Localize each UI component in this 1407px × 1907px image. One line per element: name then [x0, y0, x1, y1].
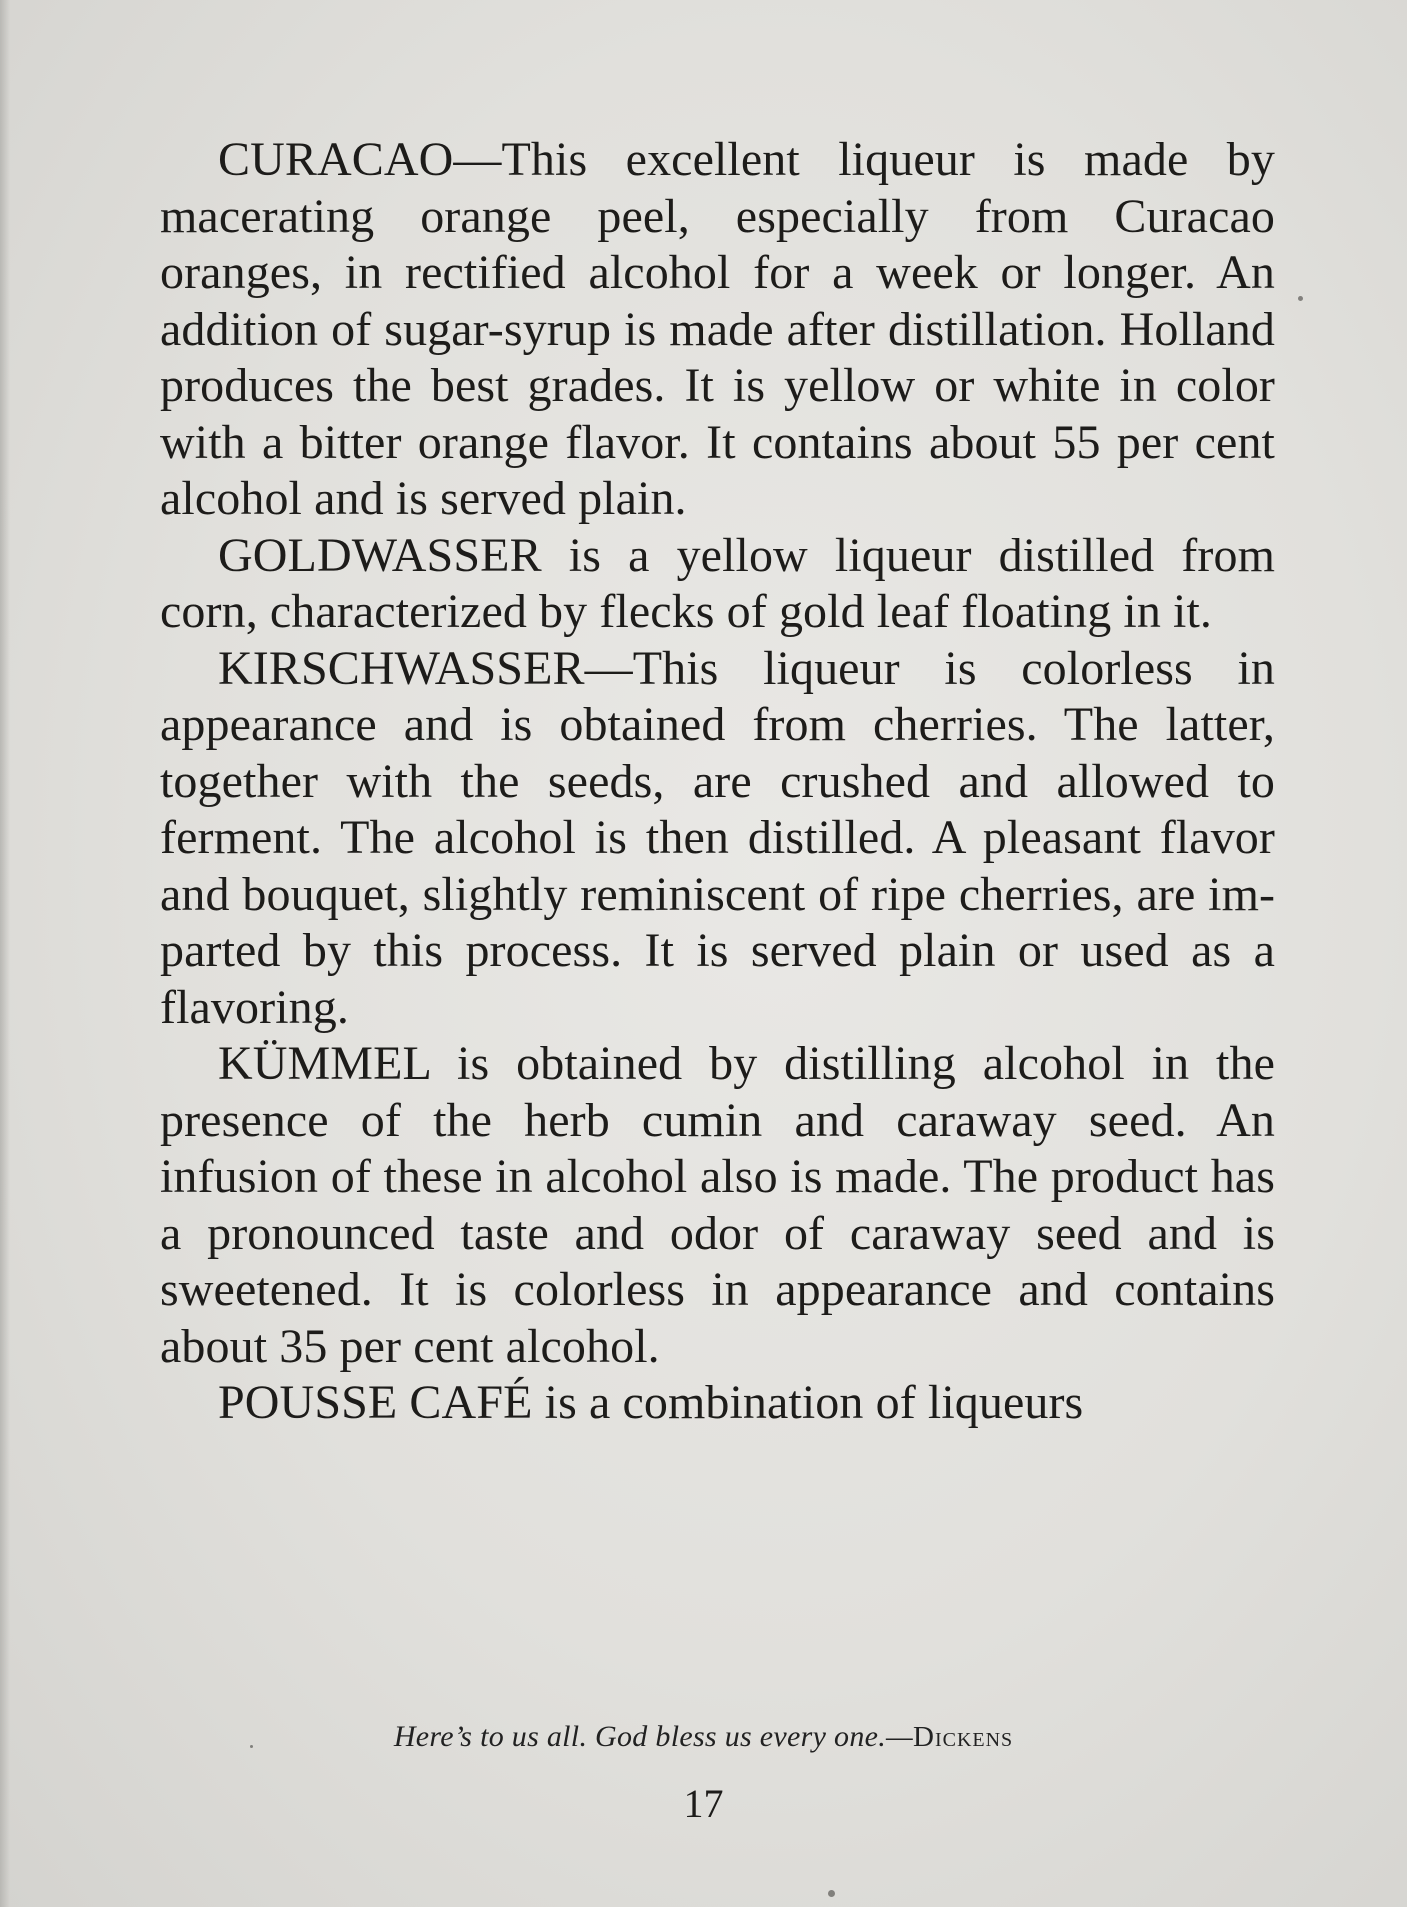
entry-goldwasser: GOLDWASSER is a yellow liqueur distilled from corn, characterized by flecks of gold leaf floating in it.	[160, 528, 1275, 638]
entry-curacao: CURACAO—This excellent liqueur is made by macerating orange peel, especially from Curacao oranges, in rectified alcohol for a week or longer. An addition of sugar-syrup is made after distillation. Holland produces the best grades. It is yellow or white in color with a bitter orange flavor. It contains about 55 per cent alcohol and is served plain.	[160, 133, 1275, 525]
page-number: 17	[683, 1781, 724, 1826]
paper-speck	[828, 1890, 835, 1897]
entry-kirschwasser: KIRSCHWASSER—This liqueur is colorless in appearance and is obtained from cherries. The latter, together with the seeds, are crushed and allowed to ferment. The alcohol is then distilled. A pleasant flavor and bouquet, slightly reminiscent of ripe cherries, are imparted by this process. It is served plain or used as a flavoring.	[160, 641, 1275, 1034]
quote-author: Dickens	[913, 1721, 1014, 1753]
quote-text: Here’s to us all. God bless us every one.—	[393, 1720, 914, 1753]
page-edge-shadow	[0, 0, 10, 1907]
entry-pousse-cafe: POUSSE CAFÉ is a combination of liqueurs	[218, 1376, 1084, 1429]
entry-kummel: KÜMMEL is obtained by distilling alcohol in the presence of the herb cumin and caraway seed. An infusion of these in alcohol also is made. The product has a pronounced taste and odor of caraway seed and is sweetened. It is colorless in appearance and contains about 35 per cent alcohol.	[160, 1037, 1275, 1373]
body-text	[160, 132, 1275, 1432]
paper-speck	[1298, 296, 1303, 301]
footer-quote	[0, 1720, 1407, 1754]
